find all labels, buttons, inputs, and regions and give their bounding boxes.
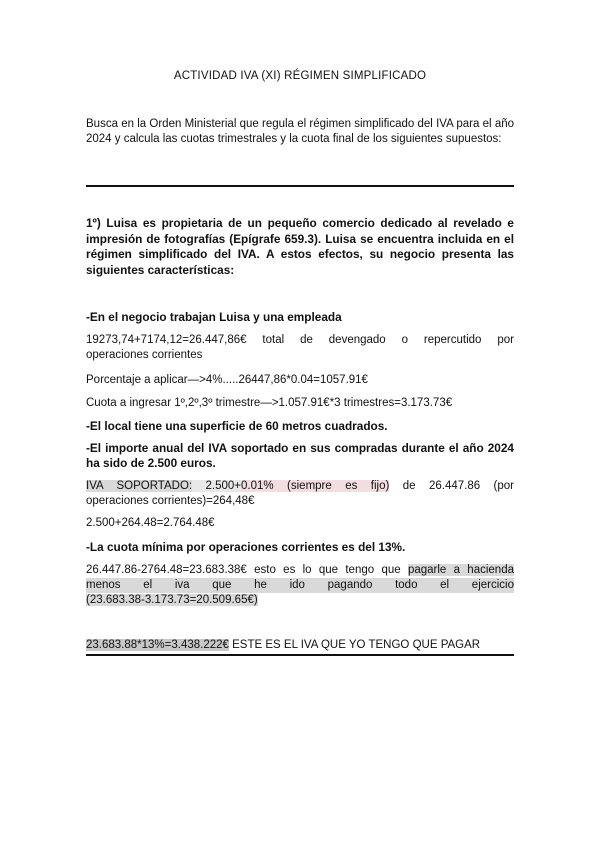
soportado-line2: operaciones corrientes)=264,48€ (86, 495, 255, 507)
point-minimum-quota: -La cuota mínima por operaciones corrientes es del 13%. (86, 540, 406, 554)
soportado-part3: de 26.447.86 (por (389, 480, 514, 492)
point-iva-soportado: -El importe anual del IVA soportado en sus compradas durante el año 2024 ha sido de 2.500 euros. (86, 441, 514, 470)
calc-devengado-line2: operaciones corrientes (86, 349, 203, 361)
calc-devengado-line1: 19273,74+7174,12=26.447,86€ total de devengado o repercutido por (86, 334, 514, 346)
final-line1-highlight: pagarle a hacienda (407, 564, 514, 576)
intro-paragraph: Busca en la Orden Ministerial que regula el régimen simplificado del IVA para el año 2024 y calcula las cuotas trimestrales y la cuota final de los siguientes supuestos: (86, 118, 514, 145)
document-title: ACTIVIDAD IVA (XI) RÉGIMEN SIMPLIFICADO (173, 70, 427, 82)
soportado-part2: 0.01% (siempre es fijo) (241, 480, 390, 492)
result-text: ESTE ES EL IVA QUE YO TENGO QUE PAGAR (228, 639, 481, 651)
result-line (86, 638, 514, 653)
soportado-part1: 2.500+ (192, 480, 242, 492)
point-employees: -En el negocio trabajan Luisa y una empleada (86, 310, 342, 324)
exercise-1-statement: 1º) Luisa es propietaria de un pequeño comercio dedicado al revelado e impresión de fotografías (Epígrafe 659.3). Luisa se encuentra incluida en el régimen simplificado del IVA. A estos efectos, su negocio presenta las siguientes características: (86, 216, 514, 277)
divider-bottom (86, 654, 514, 656)
calc-quarterly-quota: Cuota a ingresar 1º,2º,3º trimestre—>1.057.91€*3 trimestres=3.173.73€ (86, 397, 453, 409)
final-line3-text: (23.683.38-3.173.73=20.509.65€) (86, 594, 258, 606)
final-line3 (86, 593, 514, 608)
result-highlight: 23.683.88*13%=3.438.222€ (86, 639, 229, 651)
point-surface: -El local tiene una superficie de 60 metros cuadrados. (86, 419, 388, 433)
final-line2: menos el iva que he ido pagando todo el ejercicio (86, 579, 514, 591)
soportado-sum: 2.500+264.48=2.764.48€ (86, 517, 215, 529)
final-line1 (86, 563, 514, 578)
soportado-label: IVA SOPORTADO: (86, 480, 193, 492)
calc-percent: Porcentaje a aplicar—>4%.....26447,86*0.04=1057.91€ (86, 374, 368, 386)
final-line1-text: 26.447.86-2764.48=23.683.38€ esto es lo que tengo que (86, 564, 408, 576)
divider-top (86, 185, 514, 187)
soportado-line1 (86, 479, 514, 494)
